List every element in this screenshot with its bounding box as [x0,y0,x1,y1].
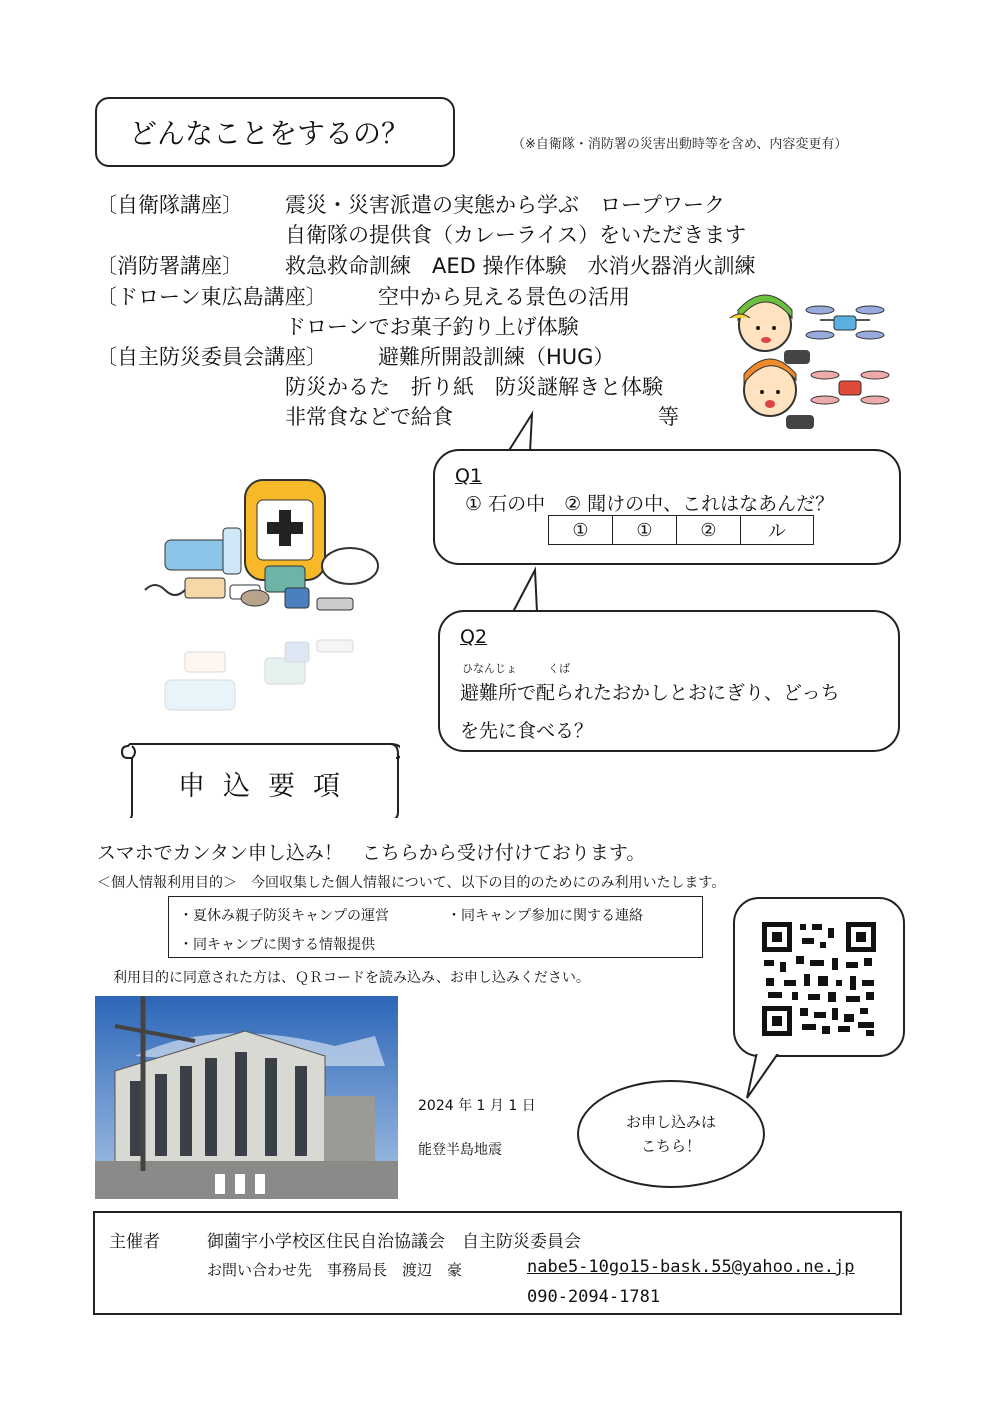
course-disaster [96,342,327,372]
course-name: 〔自主防災委員会講座〕 [96,345,327,369]
contact-phone: 090-2094-1781 [527,1287,661,1307]
course-line: 震災・災害派遣の実態から学ぶ ロープワーク [285,193,725,217]
course-name: 〔ドローン東広島講座〕 [96,285,327,309]
organizer-name: 御薗宇小学校区住民自治協議会 自主防災委員会 [207,1232,581,1252]
contact-person: お問い合わせ先 事務局長 渡辺 豪 [207,1261,463,1279]
purpose-item: ・同キャンプに関する情報提供 [179,937,375,953]
course-sdf [96,190,243,220]
q2-question-line1: 避難所で配られたおかしとおにぎり、どっち [460,682,840,704]
q2-ruby-kuba: くば [548,662,570,675]
course-line: 防災かるた 折り紙 防災謎解きと体験 [285,375,663,399]
photo-event: 能登半島地震 [418,1142,502,1158]
emergency-kit-illustration [135,470,390,720]
change-note: （※自衛隊・消防署の災害出動時等を含め、内容変更有） [512,137,848,152]
course-name: 〔消防署講座〕 [96,254,243,278]
course-name: 〔自衛隊講座〕 [96,193,243,217]
organizer-box [93,1211,902,1315]
answer-cell: ル [768,521,786,542]
purpose-item: ・同キャンプ参加に関する連絡 [447,908,643,924]
purpose-box [168,896,703,958]
consent-text: 利用目的に同意された方は、ＱＲコードを読み込み、お申し込みください。 [113,970,590,986]
organizer-label: 主催者 [109,1232,160,1252]
section-title: どんなことをするの？ [129,117,410,150]
kids-drone-illustration [720,280,890,440]
q2-ruby-hinanjo: ひなんじょ [462,662,517,675]
q2-label: Q2 [460,626,488,648]
course-drone [96,282,327,312]
section-title-box [95,97,455,167]
q1-label: Q1 [455,465,483,487]
answer-cell: ② [677,516,741,544]
course-line: 非常食などで給食 [285,405,453,429]
quiz-q2-bubble [438,610,900,752]
drone-icon [811,371,889,404]
course-fire [96,251,243,281]
apply-line: こちら！ [640,1137,701,1155]
course-line: 空中から見える景色の活用 [378,285,630,309]
course-line: 救急救命訓練 AED 操作体験 水消火器消火訓練 [285,254,756,278]
quiz-q1-bubble [433,449,901,565]
photo-date: 2024 年 1 月 1 日 [418,1098,536,1114]
q2-question-line2: を先に食べる？ [460,720,594,742]
drone-icon [806,306,884,339]
course-line: 避難所開設訓練（HUG） [378,345,615,369]
course-line: ドローンでお菓子釣り上げ体験 [285,315,579,339]
q1-question: ① 石の中 ② 聞けの中、これはなあんだ？ [465,493,835,515]
q1-answer-box [548,515,814,545]
qr-code-icon[interactable] [762,922,876,1036]
application-headline: スマホでカンタン申し込み！ こちらから受け付けております。 [97,842,646,864]
earthquake-photo [95,996,398,1199]
application-section-title: 申込要項 [178,771,358,802]
qr-bubble-tail [745,1050,795,1100]
answer-cell: ① [613,516,677,544]
privacy-statement: ＜個人情報利用目的＞ 今回収集した個人情報について、以下の目的のためにのみ利用いたします。 [97,875,726,891]
course-line: 自衛隊の提供食（カレーライス）をいただきます [285,223,747,247]
apply-here-bubble [577,1080,765,1188]
course-etc: 等 [658,405,679,429]
contact-email-link[interactable]: nabe5-10go15-bask.55@yahoo.ne.jp [527,1257,855,1277]
q2-bubble-tail [505,566,565,614]
apply-line: お申し込みは [625,1113,716,1131]
purpose-item: ・夏休み親子防災キャンプの運営 [179,908,389,924]
answer-cell: ① [549,516,613,544]
